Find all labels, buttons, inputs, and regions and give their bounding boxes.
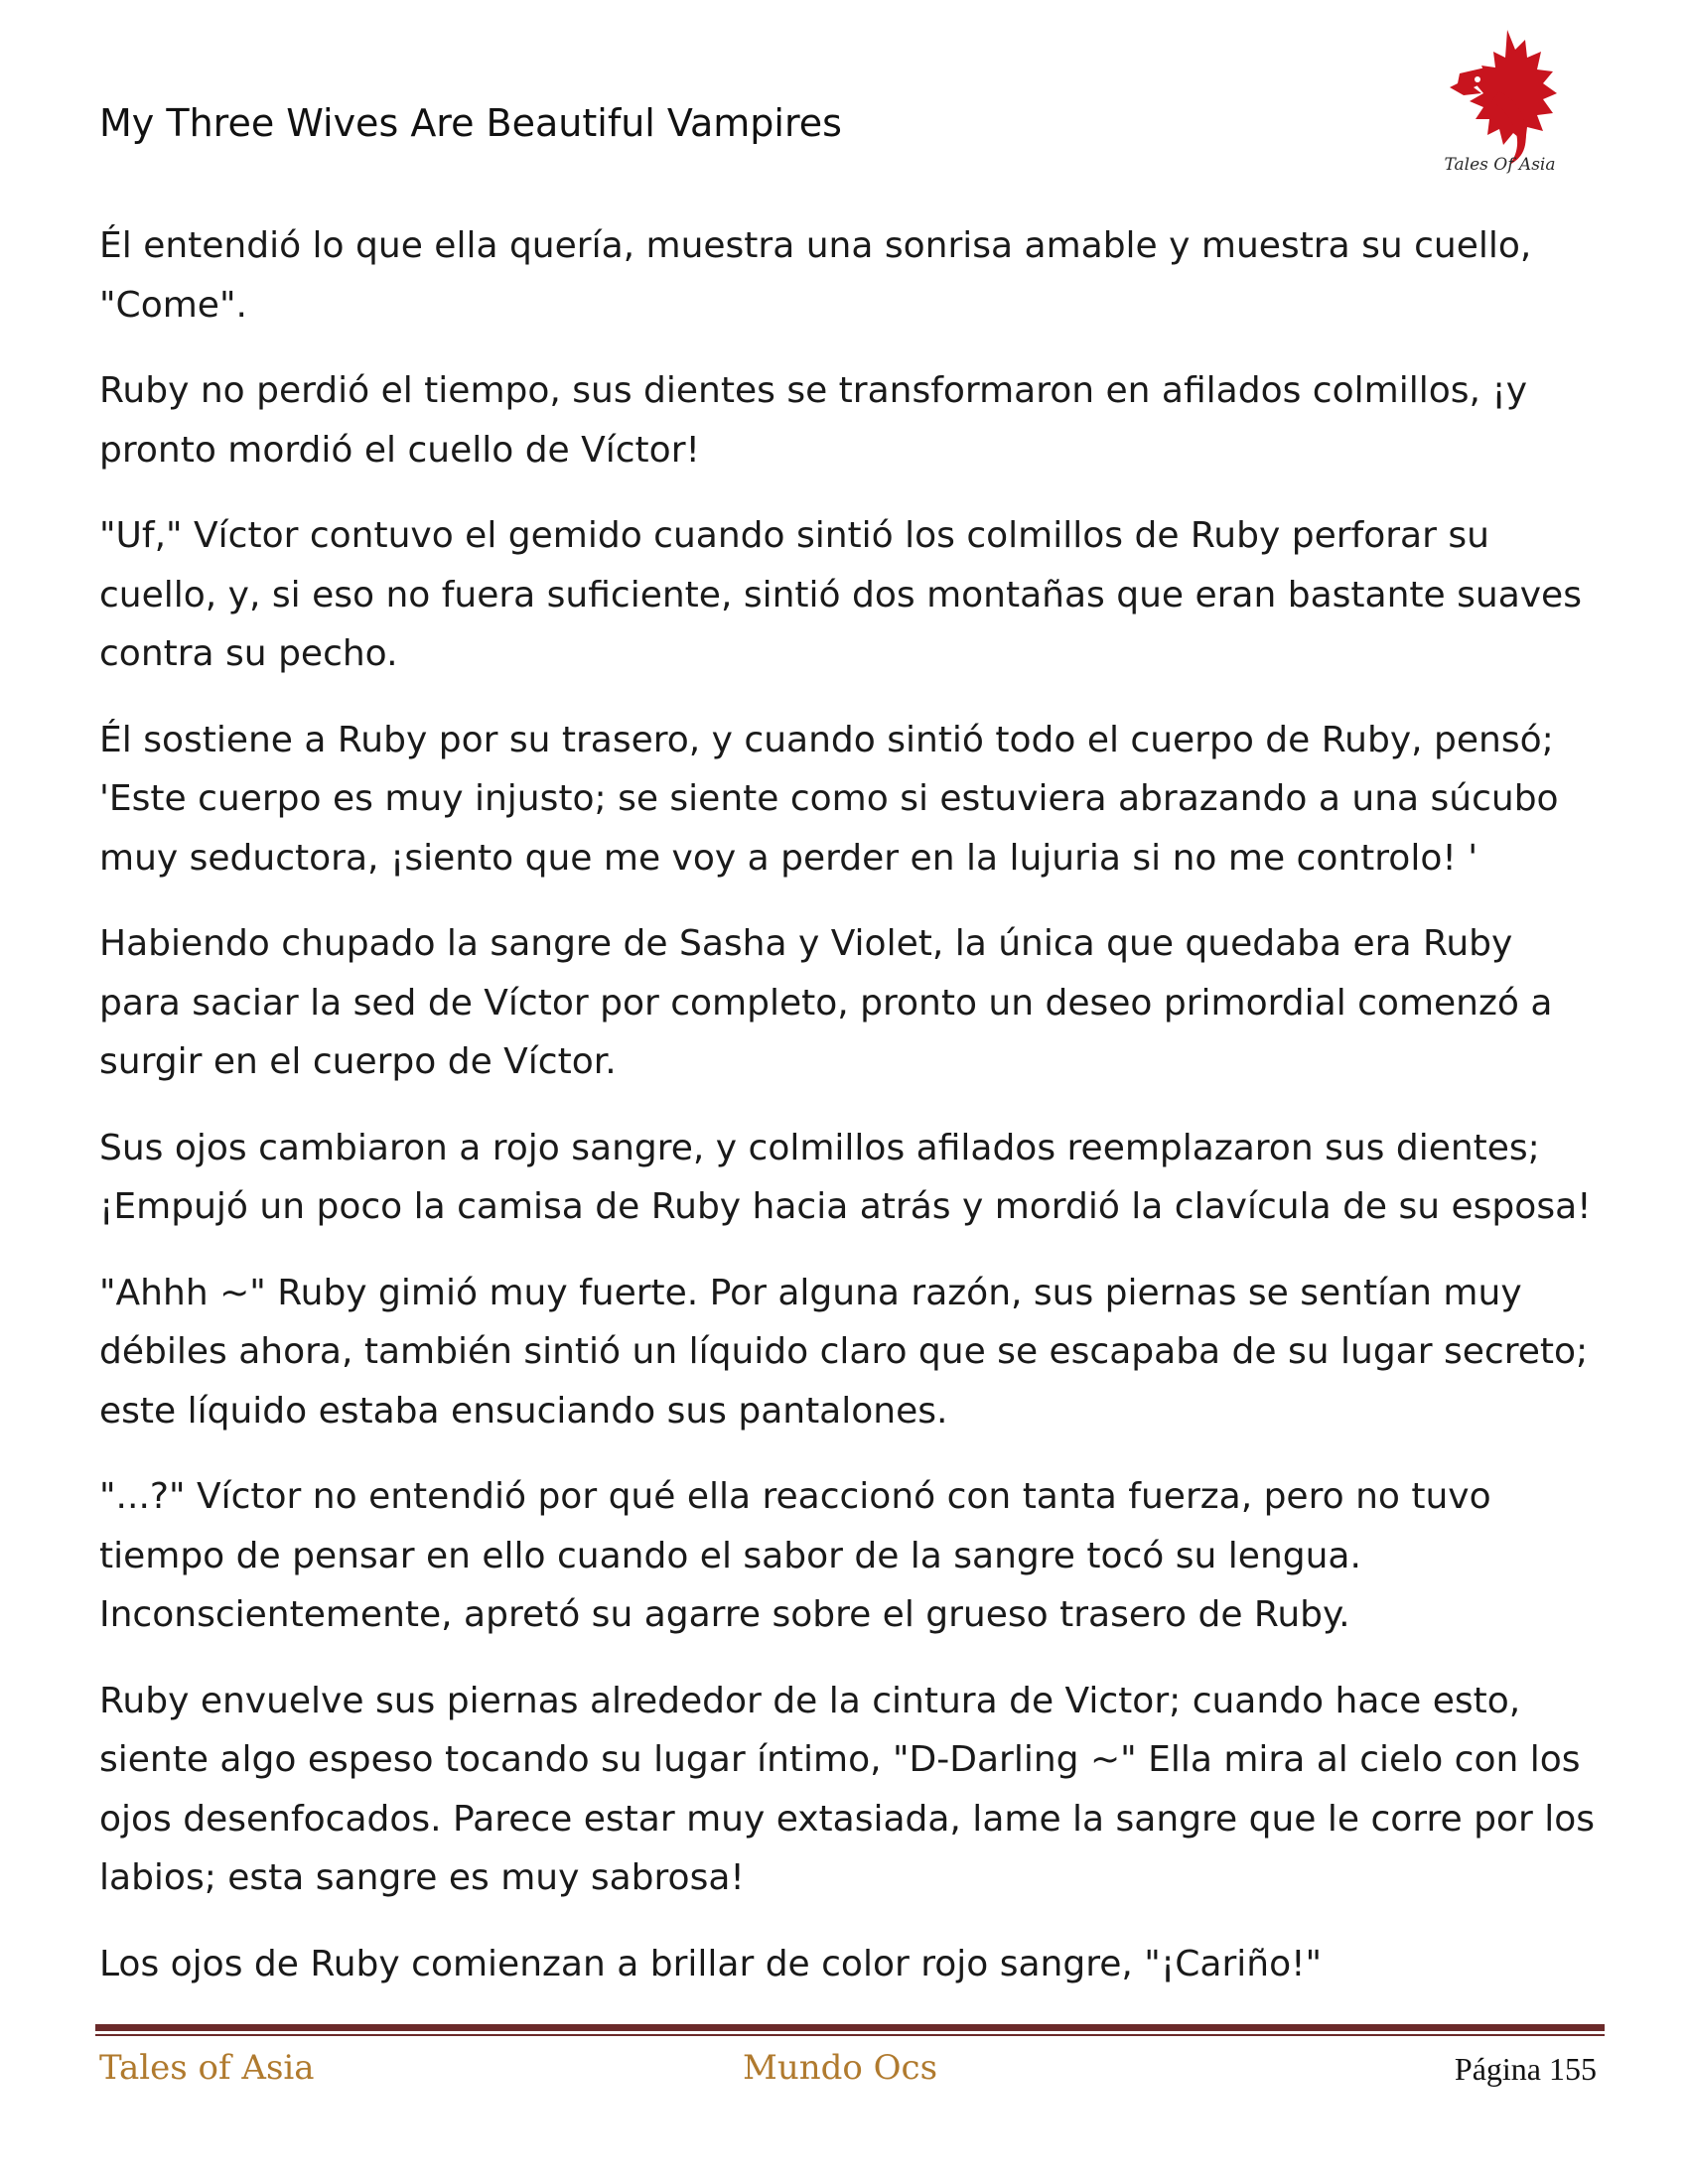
paragraph: Ruby envuelve sus piernas alrededor de la cintura de Victor; cuando hace esto, siente algo espeso tocando su lugar íntimo, "D-Darling ~" Ella mira al cielo con los ojos desenfocados. Parece estar muy extasiada, lame la sangre que le corre por los labios; esta sangre es muy sabrosa! [99, 1680, 1595, 1898]
chapter-body [99, 216, 1599, 2020]
paragraph: Sus ojos cambiaron a rojo sangre, y colmillos afilados reemplazaron sus dientes; ¡Empujó un poco la camisa de Ruby hacia atrás y mordió la clavícula de su esposa! [99, 1127, 1592, 1227]
footer-divider-thin [95, 2034, 1605, 2036]
paragraph: "Uf," Víctor contuvo el gemido cuando sintió los colmillos de Ruby perforar su cuello, y, si eso no fuera suficiente, sintió dos montañas que eran bastante suaves contra su pecho. [99, 515, 1582, 674]
paragraph: "Ahhh ~" Ruby gimió muy fuerte. Por alguna razón, sus piernas se sentían muy débiles ahora, también sintió un líquido claro que se escapaba de su lugar secreto; este líquido estaba ensuciando sus pantalones. [99, 1272, 1589, 1432]
footer-site: Mundo Ocs [743, 2048, 938, 2088]
paragraph: Los ojos de Ruby comienzan a brillar de color rojo sangre, "¡Cariño!" [99, 1943, 1323, 1984]
footer-divider [95, 2024, 1605, 2031]
page-number: Página 155 [1454, 2051, 1597, 2087]
paragraph: Habiendo chupado la sangre de Sasha y Violet, la única que quedaba era Ruby para saciar la sed de Víctor por completo, pronto un deseo primordial comenzó a surgir en el cuerpo de Víctor. [99, 923, 1553, 1082]
paragraph: Él entendió lo que ella quería, muestra una sonrisa amable y muestra su cuello, "Come". [99, 225, 1532, 326]
paragraph: Ruby no perdió el tiempo, sus dientes se transformaron en afilados colmillos, ¡y pronto mordió el cuello de Víctor! [99, 370, 1528, 471]
paragraph: "...?" Víctor no entendió por qué ella reaccionó con tanta fuerza, pero no tuvo tiempo de pensar en ello cuando el sabor de la sangre tocó su lengua. Inconscientemente, apretó su agarre sobre el grueso trasero de Ruby. [99, 1476, 1491, 1635]
paragraph: Él sostiene a Ruby por su trasero, y cuando sintió todo el cuerpo de Ruby, pensó; 'Este cuerpo es muy injusto; se siente como si estuviera abrazando a una súcubo muy seductora, ¡siento que me voy a perder en la lujuria si no me controlo! ' [99, 719, 1559, 879]
book-title: My Three Wives Are Beautiful Vampires [99, 101, 842, 145]
logo-text: Tales Of Asia [1444, 155, 1556, 175]
footer-publisher: Tales of Asia [99, 2048, 315, 2088]
